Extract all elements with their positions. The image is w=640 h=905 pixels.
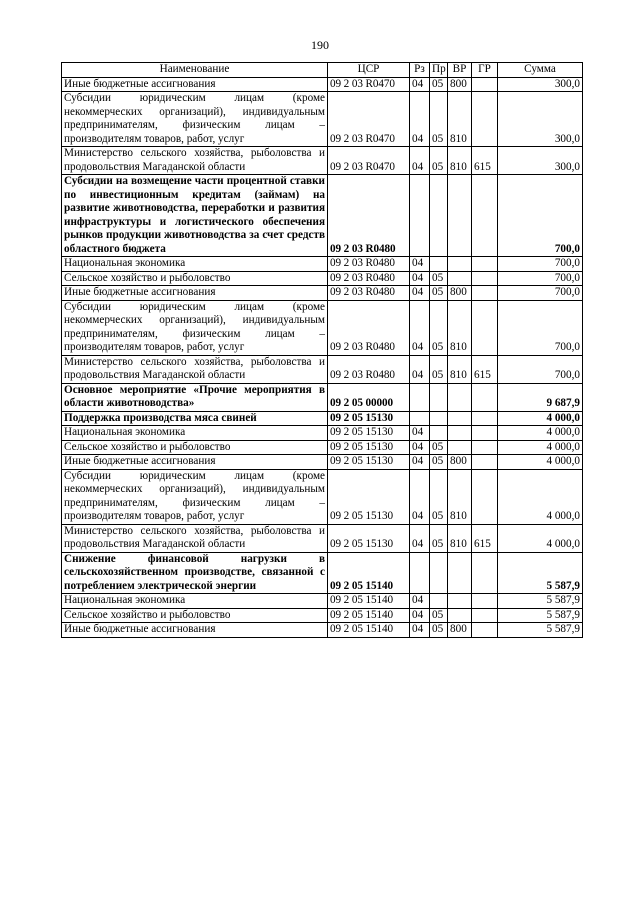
cell-sum: 300,0	[498, 92, 583, 147]
cell-gr	[472, 455, 498, 470]
cell-pr	[430, 552, 448, 594]
cell-name: Иные бюджетные ассигнования	[62, 77, 328, 92]
cell-sum: 4 000,0	[498, 455, 583, 470]
cell-gr	[472, 300, 498, 355]
cell-sum: 5 587,9	[498, 594, 583, 609]
cell-vr: 810	[448, 524, 472, 552]
cell-gr	[472, 552, 498, 594]
cell-code: 09 2 03 R0480	[328, 355, 410, 383]
table-row	[62, 623, 583, 638]
cell-gr	[472, 426, 498, 441]
cell-gr	[472, 257, 498, 272]
table-row	[62, 455, 583, 470]
cell-pr: 05	[430, 300, 448, 355]
cell-vr	[448, 411, 472, 426]
cell-sum: 5 587,9	[498, 623, 583, 638]
cell-gr	[472, 77, 498, 92]
cell-vr: 810	[448, 92, 472, 147]
table-row	[62, 92, 583, 147]
cell-code: 09 2 03 R0480	[328, 257, 410, 272]
header-name: Наименование	[62, 63, 328, 78]
cell-vr: 800	[448, 286, 472, 301]
cell-code: 09 2 03 R0480	[328, 300, 410, 355]
cell-rz: 04	[410, 623, 430, 638]
cell-code: 09 2 05 15140	[328, 552, 410, 594]
cell-code: 09 2 05 15140	[328, 608, 410, 623]
cell-sum: 5 587,9	[498, 552, 583, 594]
cell-vr	[448, 608, 472, 623]
cell-pr: 05	[430, 355, 448, 383]
table-row	[62, 175, 583, 257]
cell-pr: 05	[430, 77, 448, 92]
cell-gr: 615	[472, 147, 498, 175]
table-row	[62, 552, 583, 594]
cell-pr	[430, 383, 448, 411]
cell-name: Субсидии юридическим лицам (кроме некоммерческих организаций), индивидуальным предпринимателям, физическим лицам – производителям товаров, работ, услуг	[62, 300, 328, 355]
cell-pr: 05	[430, 623, 448, 638]
cell-rz: 04	[410, 524, 430, 552]
cell-gr	[472, 92, 498, 147]
cell-vr	[448, 175, 472, 257]
cell-gr	[472, 608, 498, 623]
cell-name: Снижение финансовой нагрузки в сельскохозяйственном производстве, связанной с потреблением электрической энергии	[62, 552, 328, 594]
cell-pr: 05	[430, 469, 448, 524]
cell-vr: 810	[448, 300, 472, 355]
table-row	[62, 469, 583, 524]
table-row	[62, 524, 583, 552]
cell-code: 09 2 05 15130	[328, 411, 410, 426]
cell-vr	[448, 426, 472, 441]
cell-code: 09 2 05 15140	[328, 594, 410, 609]
cell-rz	[410, 175, 430, 257]
cell-gr	[472, 440, 498, 455]
cell-rz: 04	[410, 300, 430, 355]
cell-vr: 810	[448, 469, 472, 524]
page-number: 190	[311, 38, 329, 52]
table-row	[62, 594, 583, 609]
cell-rz: 04	[410, 286, 430, 301]
cell-pr: 05	[430, 286, 448, 301]
cell-code: 09 2 05 15130	[328, 440, 410, 455]
cell-pr	[430, 594, 448, 609]
cell-code: 09 2 05 15140	[328, 623, 410, 638]
cell-pr: 05	[430, 455, 448, 470]
cell-vr: 800	[448, 623, 472, 638]
cell-rz: 04	[410, 469, 430, 524]
cell-sum: 4 000,0	[498, 426, 583, 441]
cell-sum: 700,0	[498, 257, 583, 272]
cell-gr	[472, 411, 498, 426]
cell-gr: 615	[472, 524, 498, 552]
cell-sum: 4 000,0	[498, 440, 583, 455]
cell-code: 09 2 05 00000	[328, 383, 410, 411]
cell-gr: 615	[472, 355, 498, 383]
cell-gr	[472, 383, 498, 411]
cell-rz: 04	[410, 257, 430, 272]
cell-code: 09 2 05 15130	[328, 455, 410, 470]
table-header-row	[62, 63, 583, 78]
cell-code: 09 2 03 R0470	[328, 147, 410, 175]
header-gr: ГР	[472, 63, 498, 78]
header-sum: Сумма	[498, 63, 583, 78]
budget-table	[61, 62, 583, 638]
cell-rz: 04	[410, 455, 430, 470]
cell-sum: 300,0	[498, 77, 583, 92]
header-code: ЦСР	[328, 63, 410, 78]
cell-pr: 05	[430, 147, 448, 175]
cell-sum: 4 000,0	[498, 469, 583, 524]
table-row	[62, 411, 583, 426]
cell-name: Иные бюджетные ассигнования	[62, 455, 328, 470]
table-row	[62, 257, 583, 272]
cell-vr: 800	[448, 455, 472, 470]
cell-code: 09 2 05 15130	[328, 426, 410, 441]
cell-rz: 04	[410, 271, 430, 286]
cell-rz: 04	[410, 594, 430, 609]
cell-name: Основное мероприятие «Прочие мероприятия в области животноводства»	[62, 383, 328, 411]
cell-code: 09 2 03 R0480	[328, 271, 410, 286]
cell-vr: 800	[448, 77, 472, 92]
cell-sum: 4 000,0	[498, 411, 583, 426]
table-row	[62, 355, 583, 383]
cell-sum: 700,0	[498, 175, 583, 257]
cell-code: 09 2 03 R0480	[328, 286, 410, 301]
cell-name: Субсидии юридическим лицам (кроме некоммерческих организаций), индивидуальным предпринимателям, физическим лицам – производителям товаров, работ, услуг	[62, 92, 328, 147]
cell-name: Иные бюджетные ассигнования	[62, 623, 328, 638]
cell-name: Субсидии на возмещение части процентной ставки по инвестиционным кредитам (займам) на развитие животноводства, переработки и развития инфраструктуры и логистического обеспечения рынков продукции животноводства за счет средств областного бюджета	[62, 175, 328, 257]
cell-pr: 05	[430, 524, 448, 552]
cell-name: Министерство сельского хозяйства, рыболовства и продовольствия Магаданской области	[62, 524, 328, 552]
table-row	[62, 286, 583, 301]
table-row	[62, 440, 583, 455]
cell-gr	[472, 271, 498, 286]
table-row	[62, 300, 583, 355]
table-row	[62, 426, 583, 441]
cell-sum: 5 587,9	[498, 608, 583, 623]
cell-pr	[430, 411, 448, 426]
cell-name: Поддержка производства мяса свиней	[62, 411, 328, 426]
cell-sum: 700,0	[498, 355, 583, 383]
cell-name: Иные бюджетные ассигнования	[62, 286, 328, 301]
cell-code: 09 2 05 15130	[328, 469, 410, 524]
cell-vr	[448, 594, 472, 609]
header-pr: Пр	[430, 63, 448, 78]
cell-name: Сельское хозяйство и рыболовство	[62, 608, 328, 623]
cell-pr	[430, 175, 448, 257]
cell-vr: 810	[448, 147, 472, 175]
cell-vr: 810	[448, 355, 472, 383]
header-rz: Рз	[410, 63, 430, 78]
cell-rz	[410, 411, 430, 426]
table-row	[62, 608, 583, 623]
cell-name: Сельское хозяйство и рыболовство	[62, 271, 328, 286]
header-vr: ВР	[448, 63, 472, 78]
cell-rz	[410, 552, 430, 594]
cell-code: 09 2 03 R0470	[328, 92, 410, 147]
cell-name: Национальная экономика	[62, 594, 328, 609]
cell-vr	[448, 271, 472, 286]
cell-sum: 700,0	[498, 286, 583, 301]
cell-sum: 300,0	[498, 147, 583, 175]
cell-code: 09 2 03 R0480	[328, 175, 410, 257]
cell-code: 09 2 03 R0470	[328, 77, 410, 92]
cell-gr	[472, 286, 498, 301]
cell-pr: 05	[430, 92, 448, 147]
cell-pr	[430, 426, 448, 441]
table-row	[62, 383, 583, 411]
cell-name: Сельское хозяйство и рыболовство	[62, 440, 328, 455]
cell-gr	[472, 175, 498, 257]
cell-rz: 04	[410, 92, 430, 147]
cell-vr	[448, 440, 472, 455]
table-row	[62, 77, 583, 92]
cell-rz: 04	[410, 440, 430, 455]
table-row	[62, 147, 583, 175]
cell-gr	[472, 469, 498, 524]
cell-rz: 04	[410, 77, 430, 92]
cell-pr	[430, 257, 448, 272]
cell-name: Национальная экономика	[62, 257, 328, 272]
cell-vr	[448, 552, 472, 594]
table-body	[62, 77, 583, 637]
cell-code: 09 2 05 15130	[328, 524, 410, 552]
cell-sum: 700,0	[498, 300, 583, 355]
cell-name: Национальная экономика	[62, 426, 328, 441]
cell-sum: 9 687,9	[498, 383, 583, 411]
cell-rz: 04	[410, 355, 430, 383]
cell-rz: 04	[410, 608, 430, 623]
cell-sum: 700,0	[498, 271, 583, 286]
cell-gr	[472, 623, 498, 638]
cell-rz: 04	[410, 426, 430, 441]
cell-name: Субсидии юридическим лицам (кроме некоммерческих организаций), индивидуальным предпринимателям, физическим лицам – производителям товаров, работ, услуг	[62, 469, 328, 524]
cell-rz: 04	[410, 147, 430, 175]
cell-name: Министерство сельского хозяйства, рыболовства и продовольствия Магаданской области	[62, 147, 328, 175]
cell-name: Министерство сельского хозяйства, рыболовства и продовольствия Магаданской области	[62, 355, 328, 383]
cell-vr	[448, 257, 472, 272]
cell-rz	[410, 383, 430, 411]
cell-pr: 05	[430, 440, 448, 455]
cell-vr	[448, 383, 472, 411]
cell-pr: 05	[430, 271, 448, 286]
table-row	[62, 271, 583, 286]
cell-pr: 05	[430, 608, 448, 623]
cell-sum: 4 000,0	[498, 524, 583, 552]
cell-gr	[472, 594, 498, 609]
